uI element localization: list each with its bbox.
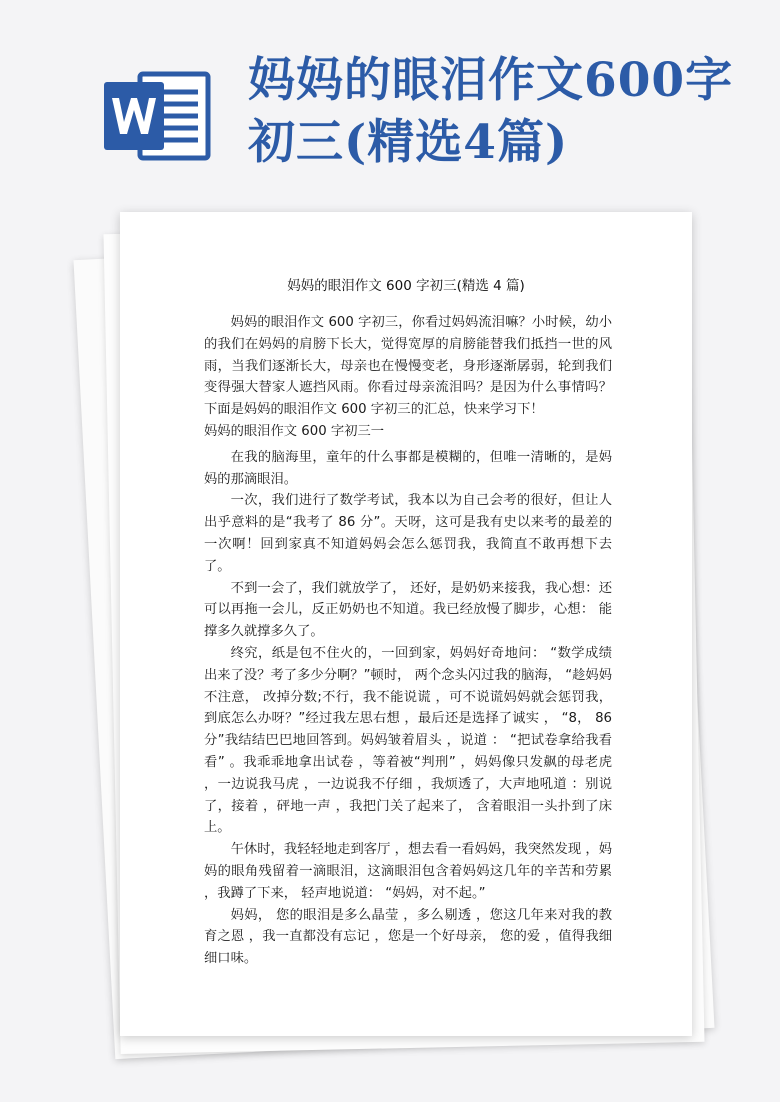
essay-paragraph: 终究，纸是包不住火的，一回到家，妈妈好奇地问： “数学成绩出来了没？考了多少分啊？”顿时， 两个念头闪过我的脑海， “趁妈妈不注意， 改掉分数;不行，我不能说谎 ，可不说谎妈妈就会惩罚我，到底怎么办呀？”经过我左思右想 ，最后还是选择了诚实 ， “8， 86分”我结结巴巴地回答到。妈妈皱着眉头 ，说道 ： “把试卷拿给我看看” 。我乖乖地拿出试卷 ，等着被“判刑” ，妈妈像只发飙的母老虎 ，一边说我马虎 ，一边说我不仔细 ，我烦透了，大声地吼道 ：别说了，接着 ，砰地一声 ，我把门关了起来了， 含着眼泪一头扑到了床上。 (204, 645, 612, 836)
document-title: 妈妈的眼泪作文 600 字初三(精选 4 篇) (287, 278, 525, 294)
essay-heading: 妈妈的眼泪作文 600 字初三一 (204, 423, 385, 439)
document-body (204, 312, 612, 970)
document-page (120, 212, 692, 1036)
essay-paragraph: 不到一会了，我们就放学了， 还好，是奶奶来接我，我心想：还可以再拖一会儿，反正奶奶也不知道。我已经放慢了脚步，心想： 能撑多久就撑多久了。 (204, 580, 612, 640)
essay-paragraph: 一次，我们进行了数学考试，我本以为自己会考的很好，但让人出乎意料的是“我考了 86 分”。天呀，这可是我有史以来考的最差的一次啊！回到家真不知道妈妈会怎么惩罚我，我简直不敢再想下去了。 (204, 493, 612, 574)
intro-paragraph: 妈妈的眼泪作文 600 字初三，你看过妈妈流泪嘛？小时候，幼小的我们在妈妈的肩膀下长大，觉得宽厚的肩膀能替我们抵挡一世的风雨，当我们逐渐长大，母亲也在慢慢变老，身形逐渐孱弱，轮到我们变得强大替家人遮挡风雨。你看过母亲流泪吗？是因为什么事情吗？下面是妈妈的眼泪作文 600 字初三的汇总，快来学习下！ (204, 315, 612, 418)
word-document-icon (100, 68, 212, 164)
essay-paragraph: 妈妈， 您的眼泪是多么晶莹 ，多么剔透 ，您这几年来对我的教育之恩 ，我一直都没有忘记 ，您是一个好母亲， 您的爱 ，值得我细细口味。 (204, 907, 612, 967)
banner-title: 妈妈的眼泪作文600字初三(精选4篇) (248, 53, 734, 170)
essay-paragraph: 午休时，我轻轻地走到客厅 ，想去看一看妈妈，我突然发现 ，妈妈的眼角残留着一滴眼泪，这滴眼泪包含着妈妈这几年的辛苦和劳累 ，我蹲了下来， 轻声地说道： “妈妈，对不起。” (204, 842, 612, 901)
banner (0, 0, 780, 200)
essay-paragraph: 在我的脑海里，童年的什么事都是模糊的，但唯一清晰的，是妈妈的那滴眼泪。 (204, 449, 612, 487)
